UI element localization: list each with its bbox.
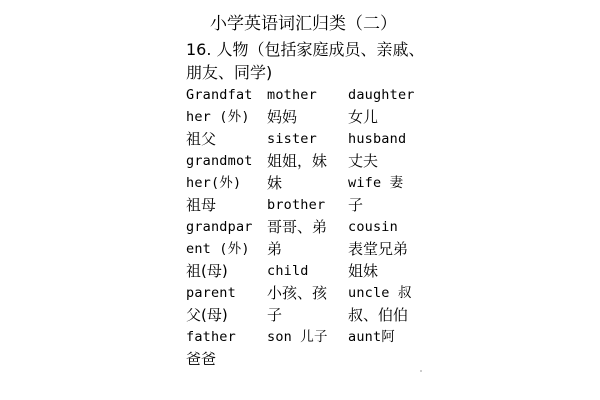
vocab-line: 父(母) [186, 306, 228, 324]
vocab-line: 爸爸 [186, 350, 217, 368]
vocab-line: sister [267, 131, 317, 147]
vocab-line: 祖母 [186, 196, 217, 214]
scan-speck [420, 370, 422, 372]
document-title: 小学英语词汇归类（二） [210, 14, 397, 34]
vocab-line: her(外) [186, 175, 242, 191]
vocab-line: wife 妻 [348, 175, 404, 191]
vocab-line: aunt阿 [348, 329, 396, 345]
vocab-line: brother [267, 197, 326, 213]
vocab-line: 姐妹 [348, 262, 379, 280]
vocab-line: parent [186, 285, 236, 301]
vocab-line: her (外) [186, 109, 250, 125]
vocab-column-1 [186, 84, 270, 370]
vocab-line: Grandfat [186, 87, 253, 103]
vocab-line: 妈妈 [267, 108, 298, 126]
vocab-line: 弟 [267, 240, 283, 258]
vocab-column-2 [267, 84, 351, 348]
vocab-line: ent (外) [186, 241, 250, 257]
vocab-line: 子 [267, 306, 283, 324]
vocab-line: uncle 叔 [348, 285, 412, 301]
vocab-line: 丈夫 [348, 152, 379, 170]
vocab-line: 女儿 [348, 108, 379, 126]
vocab-line: daughter [348, 87, 415, 103]
vocab-line: mother [267, 87, 317, 103]
vocab-line: 子 [348, 196, 364, 214]
vocab-line: 祖(母) [186, 262, 228, 280]
vocab-line: 表堂兄弟 [348, 240, 409, 258]
vocab-line: 小孩、孩 [267, 284, 328, 302]
vocab-line: son 儿子 [267, 329, 328, 345]
vocab-line: father [186, 329, 236, 345]
section-heading: 16. 人物（包括家庭成员、亲戚、朋友、同学) [186, 40, 425, 82]
vocab-line: cousin [348, 219, 398, 235]
vocab-line: grandpar [186, 219, 253, 235]
vocab-line: husband [348, 131, 407, 147]
vocab-line: grandmot [186, 153, 253, 169]
vocab-line: child [267, 263, 309, 279]
vocab-line: 祖父 [186, 130, 217, 148]
vocab-line: 哥哥、弟 [267, 218, 328, 236]
vocab-line: 叔、伯伯 [348, 306, 409, 324]
vocab-line: 妹 [267, 174, 283, 192]
vocab-line: 姐姐，妹 [267, 152, 328, 170]
vocab-column-3 [348, 84, 432, 348]
